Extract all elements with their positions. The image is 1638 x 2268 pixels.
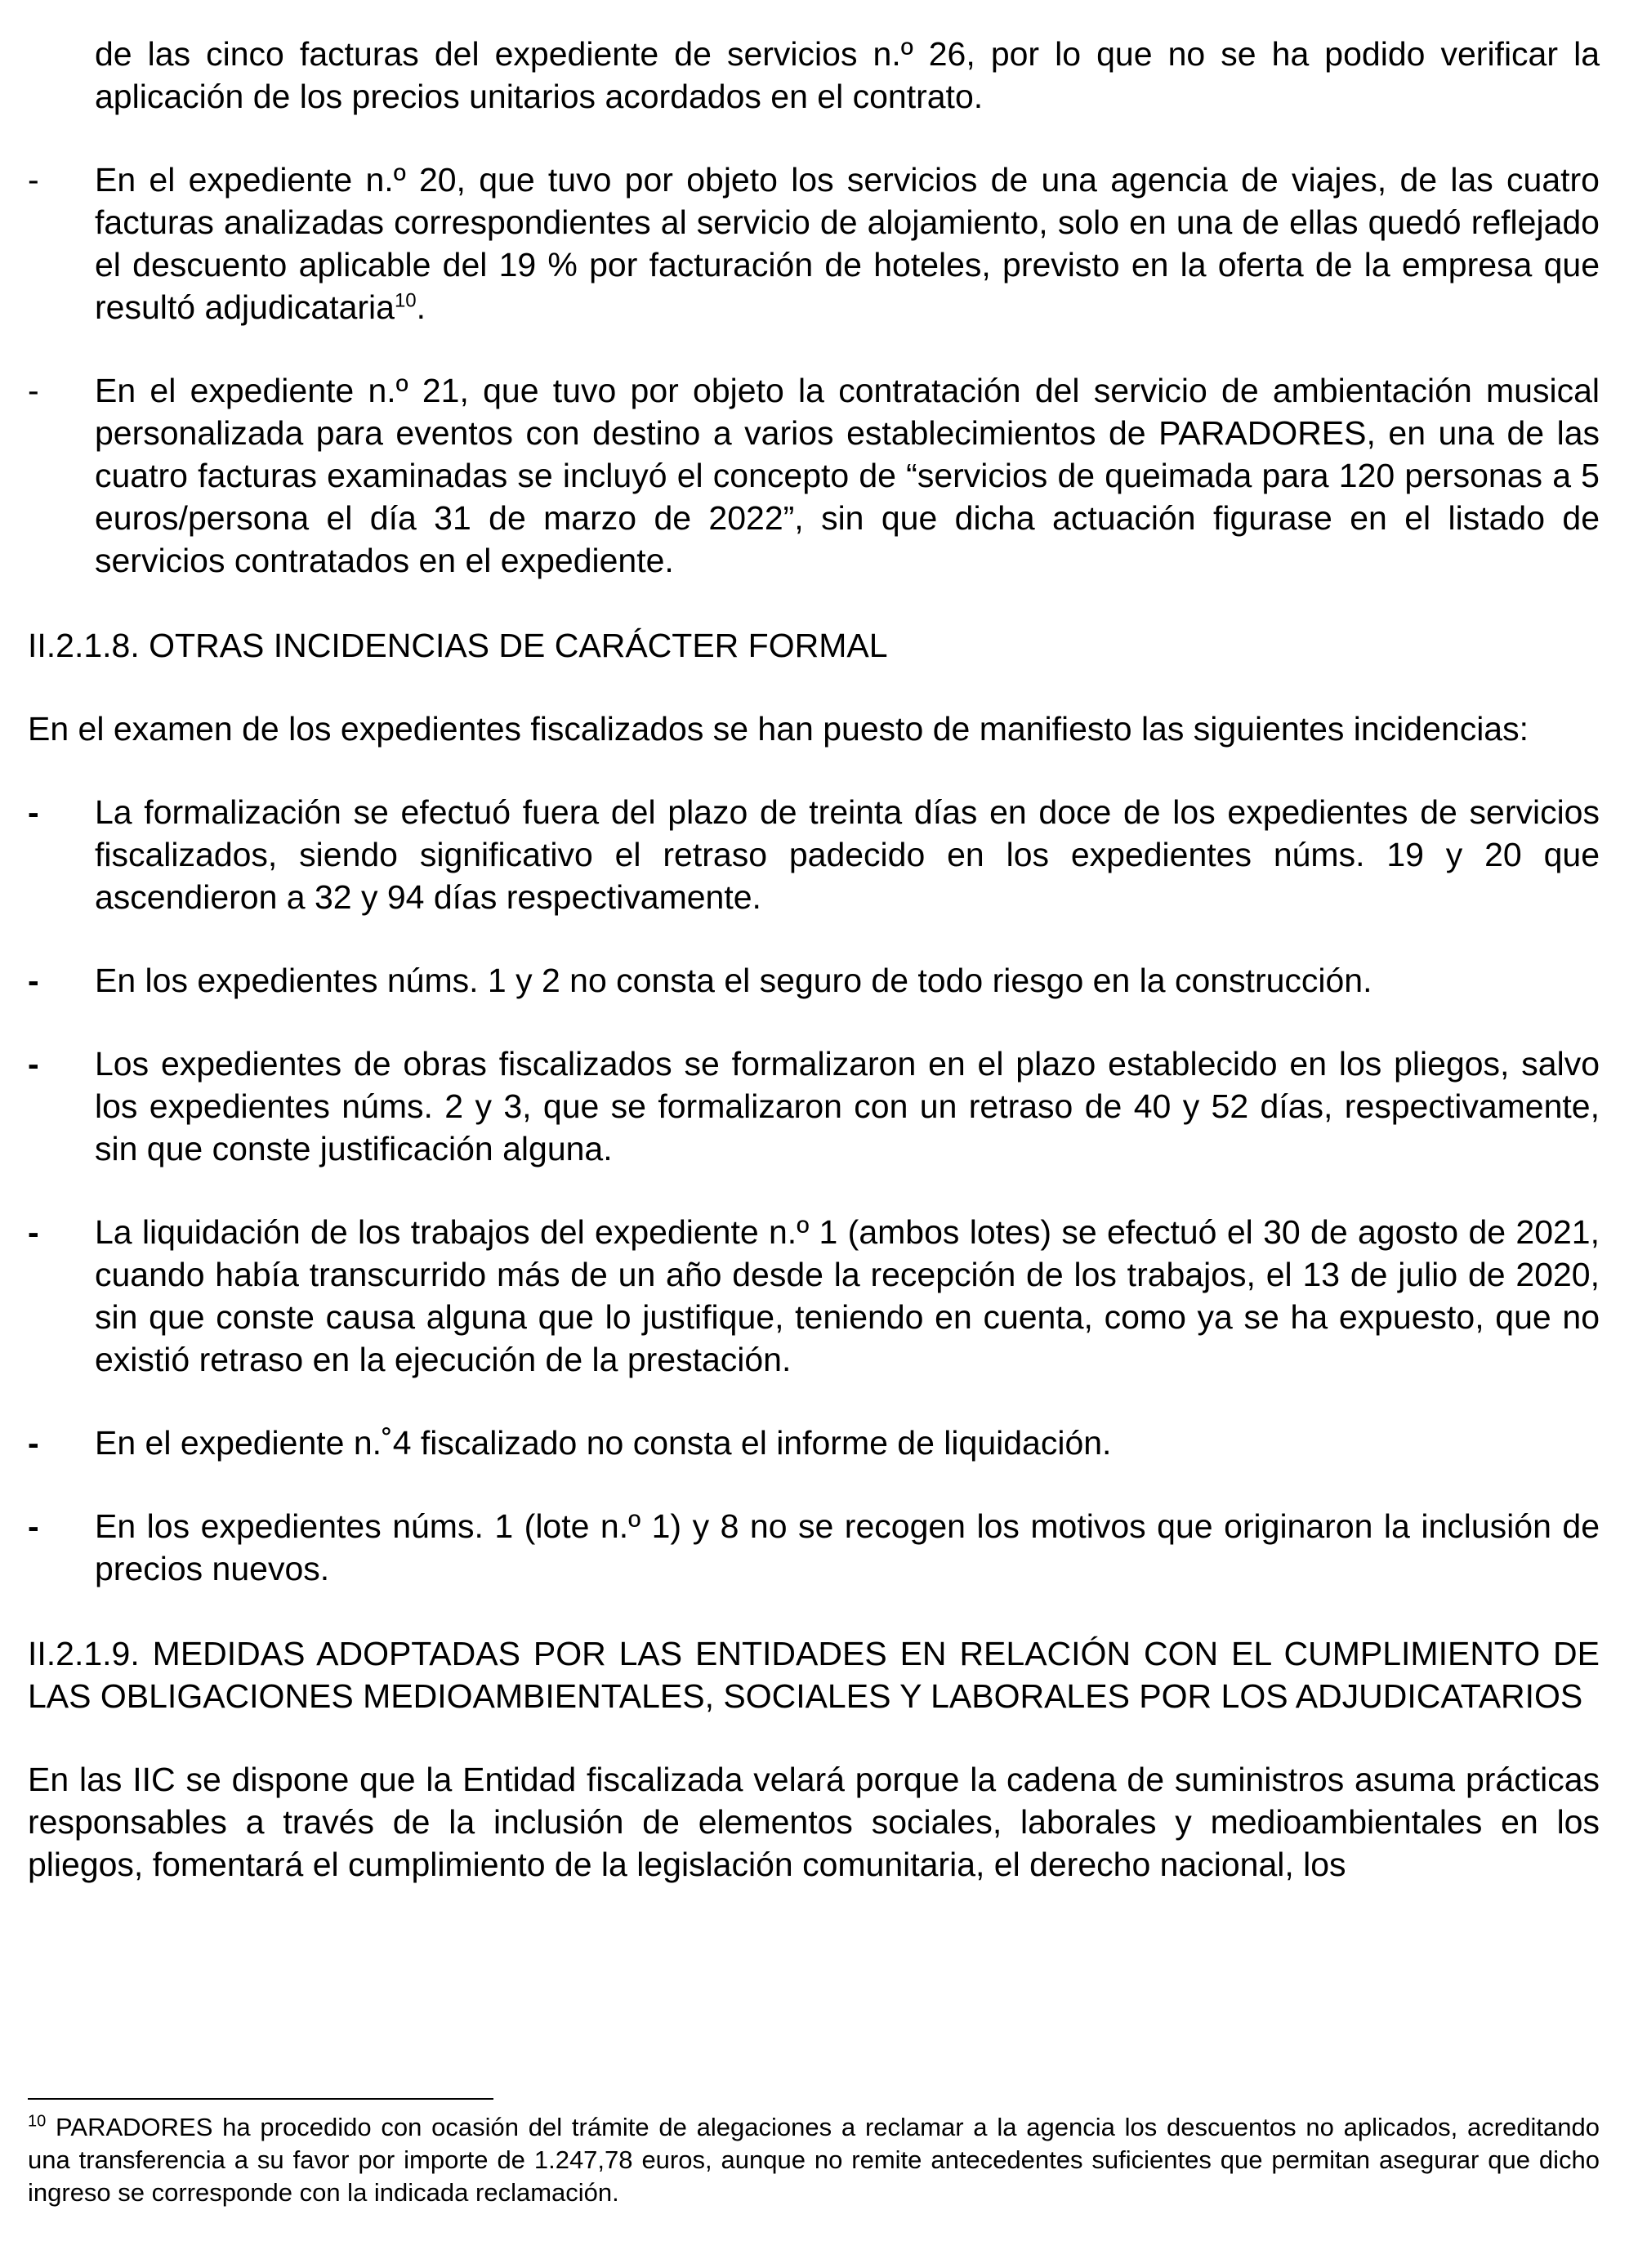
list-item xyxy=(28,791,1600,918)
section-heading: II.2.1.9. MEDIDAS ADOPTADAS POR LAS ENTIDADES EN RELACIÓN CON EL CUMPLIMIENTO DE LAS OBLIGACIONES MEDIOAMBIENTALES, SOCIALES Y LABORALES POR LOS ADJUDICATARIOS xyxy=(28,1635,1600,1715)
spacer xyxy=(28,118,1600,158)
bullet-dash: - xyxy=(28,793,39,831)
list-item-text: En los expedientes núms. 1 y 2 no consta el seguro de todo riesgo en la construcción. xyxy=(95,962,1372,999)
spacer xyxy=(28,582,1600,624)
bullet-dash: - xyxy=(28,1045,39,1083)
spacer xyxy=(28,1717,1600,1758)
footnote-text: PARADORES ha procedido con ocasión del trámite de alegaciones a reclamar a la agencia los descuentos no aplicados, acreditando una transferencia a su favor por importe de 1.247,78 euros, aunque no remite antecedentes suficientes que permitan asegurar que dicho ingreso se corresponde con la indicada reclamación. xyxy=(28,2113,1600,2207)
list-item xyxy=(28,369,1600,582)
section-body: En las IIC se dispone que la Entidad fiscalizada velará porque la cadena de suministros asuma prácticas responsables a través de la inclusión de elementos sociales, laborales y medioambientales en los pliegos, fomentará el cumplimiento de la legislación comunitaria, el derecho nacional, los xyxy=(28,1761,1600,1883)
list-item-text: En los expedientes núms. 1 (lote n.º 1) y 8 no se recogen los motivos que originaron la inclusión de precios nuevos. xyxy=(95,1507,1600,1587)
spacer xyxy=(28,918,1600,959)
intro-continuation: de las cinco facturas del expediente de servicios n.º 26, por lo que no se ha podido verificar la aplicación de los precios unitarios acordados en el contrato. xyxy=(95,35,1600,115)
spacer xyxy=(28,1170,1600,1211)
spacer xyxy=(28,667,1600,708)
bullet-dash: - xyxy=(28,372,39,409)
bullet-dash: - xyxy=(28,161,39,199)
spacer xyxy=(28,1590,1600,1632)
spacer xyxy=(28,1002,1600,1042)
spacer xyxy=(28,1381,1600,1422)
list-item xyxy=(28,1211,1600,1381)
list-item xyxy=(28,158,1600,328)
list-item xyxy=(28,1505,1600,1590)
list-item-text: La formalización se efectuó fuera del plazo de treinta días en doce de los expedientes de servicios fiscalizados, siendo significativo el retraso padecido en los expedientes núms. 19 y 20 que ascendieron a 32 y 94 días respectivamente. xyxy=(95,793,1600,916)
list-item-text: Los expedientes de obras fiscalizados se formalizaron en el plazo establecido en los pliegos, salvo los expedientes núms. 2 y 3, que se formalizaron con un retraso de 40 y 52 días, respectivamente, sin que conste justificación alguna. xyxy=(95,1045,1600,1167)
list-item-text: En el expediente n.º 20, que tuvo por objeto los servicios de una agencia de viajes, de las cuatro facturas analizadas correspondientes al servicio de alojamiento, solo en una de ellas quedó reflejado el descuento aplicable del 19 % por facturación de hoteles, previsto en la oferta de la empresa que resultó adjudicataria$^{10}$. xyxy=(95,161,1600,326)
bullet-dash: - xyxy=(28,1507,39,1545)
list-item-text: En el expediente n.˚4 fiscalizado no consta el informe de liquidación. xyxy=(95,1424,1112,1462)
spacer xyxy=(28,1464,1600,1505)
bullet-dash: - xyxy=(28,1213,39,1251)
section-intro: En el examen de los expedientes fiscalizados se han puesto de manifiesto las siguientes incidencias: xyxy=(28,710,1529,748)
list-item xyxy=(28,959,1600,1002)
list-item-text: La liquidación de los trabajos del expediente n.º 1 (ambos lotes) se efectuó el 30 de agosto de 2021, cuando había transcurrido más de un año desde la recepción de los trabajos, el 13 de julio de 2020, sin que conste causa alguna que lo justifique, teniendo en cuenta, como ya se ha expuesto, que no existió retraso en la ejecución de la prestación. xyxy=(95,1213,1600,1378)
list-item xyxy=(28,1422,1600,1464)
footnote-separator xyxy=(28,2098,493,2100)
bullet-dash: - xyxy=(28,962,39,999)
footnote xyxy=(28,2111,1600,2209)
document-page xyxy=(28,33,1600,1886)
list-item-text: En el expediente n.º 21, que tuvo por objeto la contratación del servicio de ambientación musical personalizada para eventos con destino a varios establecimientos de PARADORES, en una de las cuatro facturas examinadas se incluyó el concepto de “servicios de queimada para 120 personas a 5 euros/persona el día 31 de marzo de 2022”, sin que dicha actuación figurase en el listado de servicios contratados en el expediente. xyxy=(95,372,1600,579)
spacer xyxy=(28,750,1600,791)
list-item xyxy=(28,1042,1600,1170)
section-heading: II.2.1.8. OTRAS INCIDENCIAS DE CARÁCTER FORMAL xyxy=(28,627,888,664)
footnote-number: 10 xyxy=(28,2112,47,2131)
footnote-reference: 10 xyxy=(394,289,417,312)
spacer xyxy=(28,328,1600,369)
bullet-dash: - xyxy=(28,1424,39,1462)
